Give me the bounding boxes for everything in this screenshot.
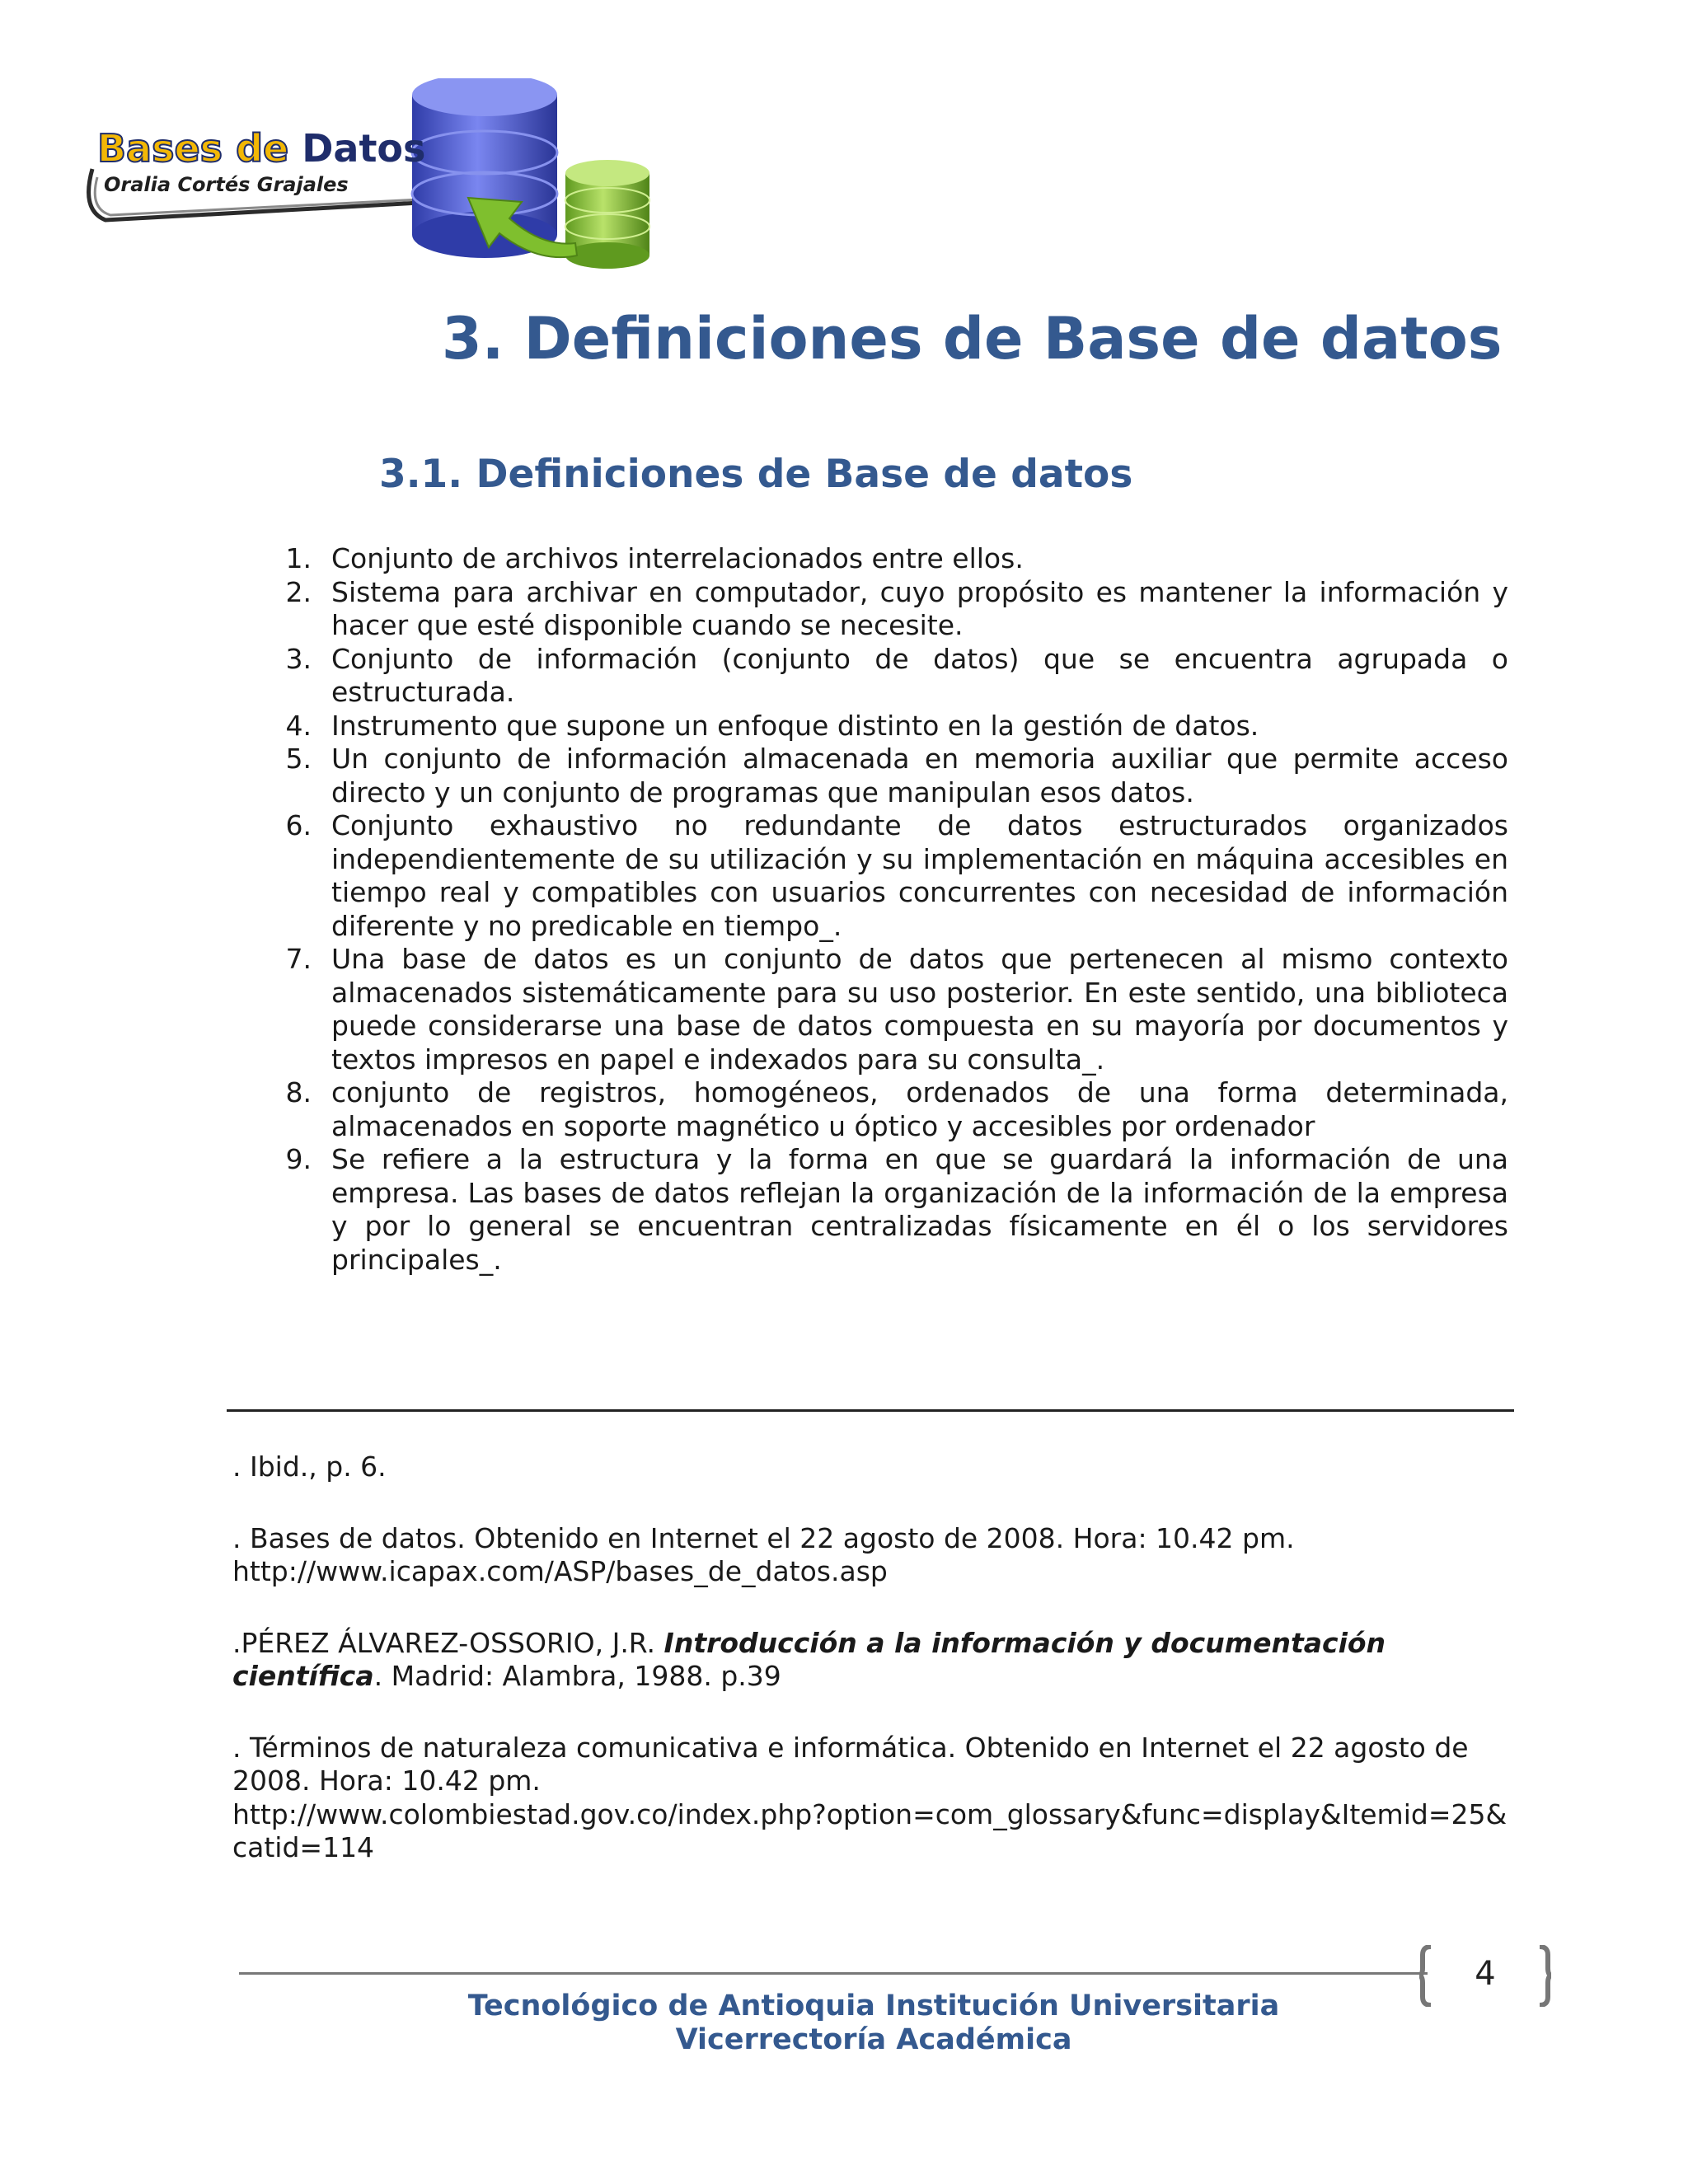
list-number: 7. xyxy=(285,943,312,975)
footnote-1 xyxy=(232,1451,1518,1484)
footnote-text: . Ibid., p. 6. xyxy=(232,1451,387,1483)
list-item xyxy=(272,643,1508,710)
list-text: Sistema para archivar en computador, cuyo propósito es mantener la información y hacer que esté disponible cuando se necesite. xyxy=(331,575,1508,641)
list-text: Conjunto de archivos interrelacionados entre ellos. xyxy=(331,542,1024,574)
list-item xyxy=(272,743,1508,809)
footnote-4 xyxy=(232,1732,1518,1865)
list-text: Un conjunto de información almacenada en memoria auxiliar que permite acceso directo y un conjunto de programas que manipulan esos datos. xyxy=(331,743,1508,808)
footnote-text: . Madrid: Alambra, 1988. p.39 xyxy=(373,1660,781,1692)
page-number: 4 xyxy=(1475,1955,1496,1993)
list-item xyxy=(272,542,1508,576)
list-item xyxy=(272,710,1508,743)
list-item xyxy=(272,576,1508,643)
footnote-text: . Bases de datos. Obtenido en Internet el 22 agosto de 2008. Hora: 10.42 pm. xyxy=(232,1521,1295,1554)
list-text: Se refiere a la estructura y la forma en que se guardará la información de una empresa. Las bases de datos reflejan la organización de la información de la empresa y por lo general se encuentran centralizadas físicamente en él o los servidores principales_. xyxy=(331,1143,1508,1276)
footnote-2 xyxy=(232,1522,1518,1589)
list-number: 8. xyxy=(285,1076,312,1108)
definitions-list xyxy=(272,542,1508,1277)
list-item xyxy=(272,809,1508,943)
footnote-author: .PÉREZ ÁLVAREZ-OSSORIO, J.R. xyxy=(232,1626,664,1659)
list-text: Conjunto exhaustivo no redundante de datos estructurados organizados independientemente de su utilización y su implementación en máquina accesibles en tiempo real y compatibles con usuarios concurrentes con necesidad de información diferente y no predicable en tiempo_. xyxy=(331,809,1508,942)
footnote-url: http://www.colombiestad.gov.co/index.php?option=com_glossary&func=display&Itemid=25&catid=114 xyxy=(232,1797,1507,1863)
list-number: 2. xyxy=(285,575,312,608)
footnote-3 xyxy=(232,1627,1518,1694)
footer-line-1: Tecnológico de Antioquia Institución Universitaria xyxy=(467,1990,1280,2022)
footer-line-2: Vicerrectoría Académica xyxy=(675,2023,1072,2056)
logo-author: Oralia Cortés Grajales xyxy=(104,173,349,196)
list-number: 1. xyxy=(285,542,312,574)
logo xyxy=(81,78,674,284)
list-text: Instrumento que supone un enfoque distinto en la gestión de datos. xyxy=(331,709,1259,742)
footnote-separator xyxy=(227,1409,1514,1412)
list-number: 9. xyxy=(285,1143,312,1175)
list-item xyxy=(272,1076,1508,1143)
list-number: 3. xyxy=(285,642,312,675)
list-text: Una base de datos es un conjunto de datos que pertenecen al mismo contexto almacenados sistemáticamente para su uso posterior. En este sentido, una biblioteca puede considerarse una base de datos compuesta en su mayoría por documentos y textos impresos en papel e indexados para su consulta_. xyxy=(331,943,1508,1076)
footer-rule xyxy=(239,1972,1428,1975)
chapter-heading: 3. Definiciones de Base de datos xyxy=(442,305,1503,373)
list-number: 4. xyxy=(285,709,312,742)
list-text: Conjunto de información (conjunto de datos) que se encuentra agrupada o estructurada. xyxy=(331,642,1508,708)
logo-title xyxy=(97,126,426,171)
database-small-icon xyxy=(565,160,649,269)
footnotes xyxy=(232,1451,1518,1903)
list-number: 6. xyxy=(285,809,312,841)
footnote-text: . Términos de naturaleza comunicativa e informática. Obtenido en Internet el 22 agosto de 2008. Hora: 10.42 pm. xyxy=(232,1731,1469,1797)
list-number: 5. xyxy=(285,743,312,775)
footer-institution xyxy=(0,1990,1688,2057)
list-item xyxy=(272,1143,1508,1277)
logo-title-part1: Bases de xyxy=(97,126,289,171)
section-heading: 3.1. Definiciones de Base de datos xyxy=(379,452,1133,497)
list-text: conjunto de registros, homogéneos, ordenados de una forma determinada, almacenados en soporte magnético u óptico y accesibles por ordenador xyxy=(331,1076,1508,1142)
footnote-book-title: Introducción a la información y documentación científica xyxy=(232,1626,1386,1692)
logo-title-part2: Datos xyxy=(302,126,426,171)
list-item xyxy=(272,943,1508,1076)
footnote-url: http://www.icapax.com/ASP/bases_de_datos.asp xyxy=(232,1555,888,1587)
